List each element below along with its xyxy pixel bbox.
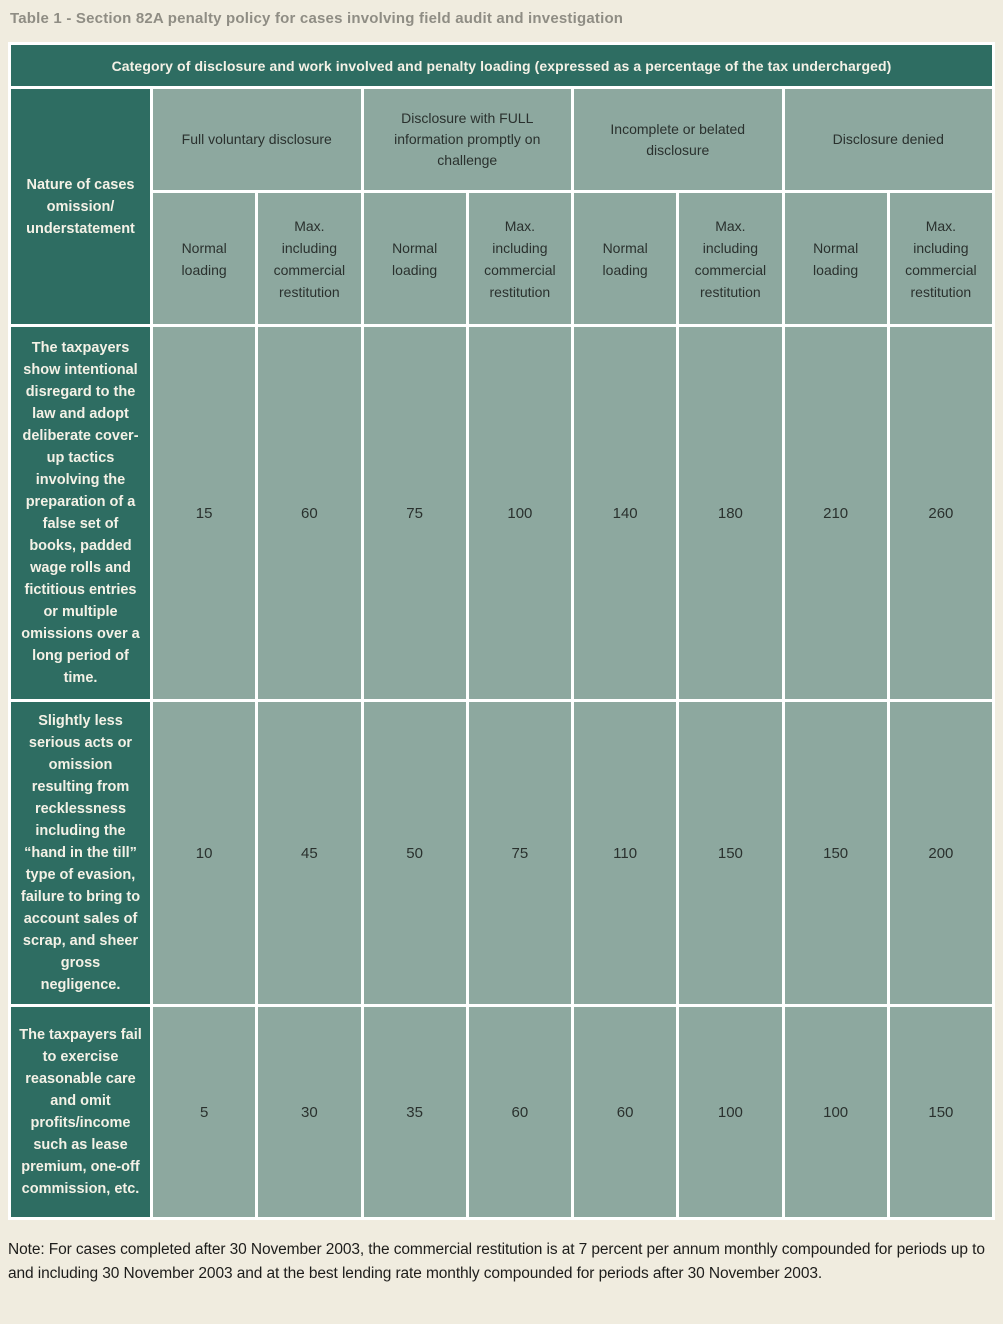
category-incomplete-or-belated-disclosure: Incomplete or belated disclosure bbox=[573, 88, 784, 192]
subheader-max-including-commercial-restitution: Max. including commercial restitution bbox=[467, 192, 572, 326]
penalty-policy-table bbox=[8, 42, 995, 1220]
category-full-voluntary-disclosure: Full voluntary disclosure bbox=[152, 88, 363, 192]
row-header-nature-of-cases: Nature of cases omission/ understatement bbox=[10, 88, 152, 326]
banner-row bbox=[10, 44, 994, 88]
category-disclosure-denied: Disclosure denied bbox=[783, 88, 994, 192]
penalty-value: 200 bbox=[888, 701, 993, 1006]
subheader-normal-loading: Normal loading bbox=[783, 192, 888, 326]
subheader-normal-loading: Normal loading bbox=[362, 192, 467, 326]
nature-description: Slightly less serious acts or omission resulting from recklessness including the “hand in the till” type of evasion, failure to bring to account sales of scrap, and sheer gross negligence. bbox=[10, 701, 152, 1006]
penalty-value: 140 bbox=[573, 326, 678, 701]
penalty-value: 210 bbox=[783, 326, 888, 701]
penalty-value: 75 bbox=[467, 701, 572, 1006]
subheader-max-including-commercial-restitution: Max. including commercial restitution bbox=[678, 192, 783, 326]
penalty-value: 5 bbox=[152, 1006, 257, 1219]
footnote: Note: For cases completed after 30 November 2003, the commercial restitution is at 7 percent per annum monthly compounded for periods up to and including 30 November 2003 and at the best lending rate monthly compounded for periods after 30 November 2003. bbox=[8, 1241, 985, 1282]
table-row bbox=[10, 326, 994, 701]
table-banner: Category of disclosure and work involved and penalty loading (expressed as a percentage of the tax undercharged) bbox=[10, 44, 994, 88]
subheader-normal-loading: Normal loading bbox=[152, 192, 257, 326]
penalty-value: 100 bbox=[467, 326, 572, 701]
penalty-value: 260 bbox=[888, 326, 993, 701]
penalty-value: 45 bbox=[257, 701, 362, 1006]
penalty-value: 150 bbox=[888, 1006, 993, 1219]
nature-description: The taxpayers fail to exercise reasonable care and omit profits/income such as lease premium, one-off commission, etc. bbox=[10, 1006, 152, 1219]
subheader-max-including-commercial-restitution: Max. including commercial restitution bbox=[888, 192, 993, 326]
penalty-value: 150 bbox=[783, 701, 888, 1006]
category-header-row bbox=[10, 88, 994, 192]
subheader-row bbox=[10, 192, 994, 326]
penalty-value: 30 bbox=[257, 1006, 362, 1219]
table-row bbox=[10, 1006, 994, 1219]
penalty-value: 75 bbox=[362, 326, 467, 701]
penalty-value: 50 bbox=[362, 701, 467, 1006]
table-title: Table 1 - Section 82A penalty policy for cases involving field audit and investigation bbox=[10, 10, 624, 27]
table-row bbox=[10, 701, 994, 1006]
penalty-value: 110 bbox=[573, 701, 678, 1006]
subheader-max-including-commercial-restitution: Max. including commercial restitution bbox=[257, 192, 362, 326]
subheader-normal-loading: Normal loading bbox=[573, 192, 678, 326]
penalty-value: 100 bbox=[678, 1006, 783, 1219]
penalty-value: 180 bbox=[678, 326, 783, 701]
nature-description: The taxpayers show intentional disregard to the law and adopt deliberate cover-up tactics involving the preparation of a false set of books, padded wage rolls and fictitious entries or multiple omissions over a long period of time. bbox=[10, 326, 152, 701]
penalty-value: 15 bbox=[152, 326, 257, 701]
penalty-value: 60 bbox=[573, 1006, 678, 1219]
category-disclosure-with-full-information: Disclosure with FULL information promptly on challenge bbox=[362, 88, 573, 192]
penalty-value: 150 bbox=[678, 701, 783, 1006]
penalty-value: 100 bbox=[783, 1006, 888, 1219]
penalty-value: 10 bbox=[152, 701, 257, 1006]
penalty-value: 60 bbox=[467, 1006, 572, 1219]
penalty-value: 60 bbox=[257, 326, 362, 701]
penalty-value: 35 bbox=[362, 1006, 467, 1219]
